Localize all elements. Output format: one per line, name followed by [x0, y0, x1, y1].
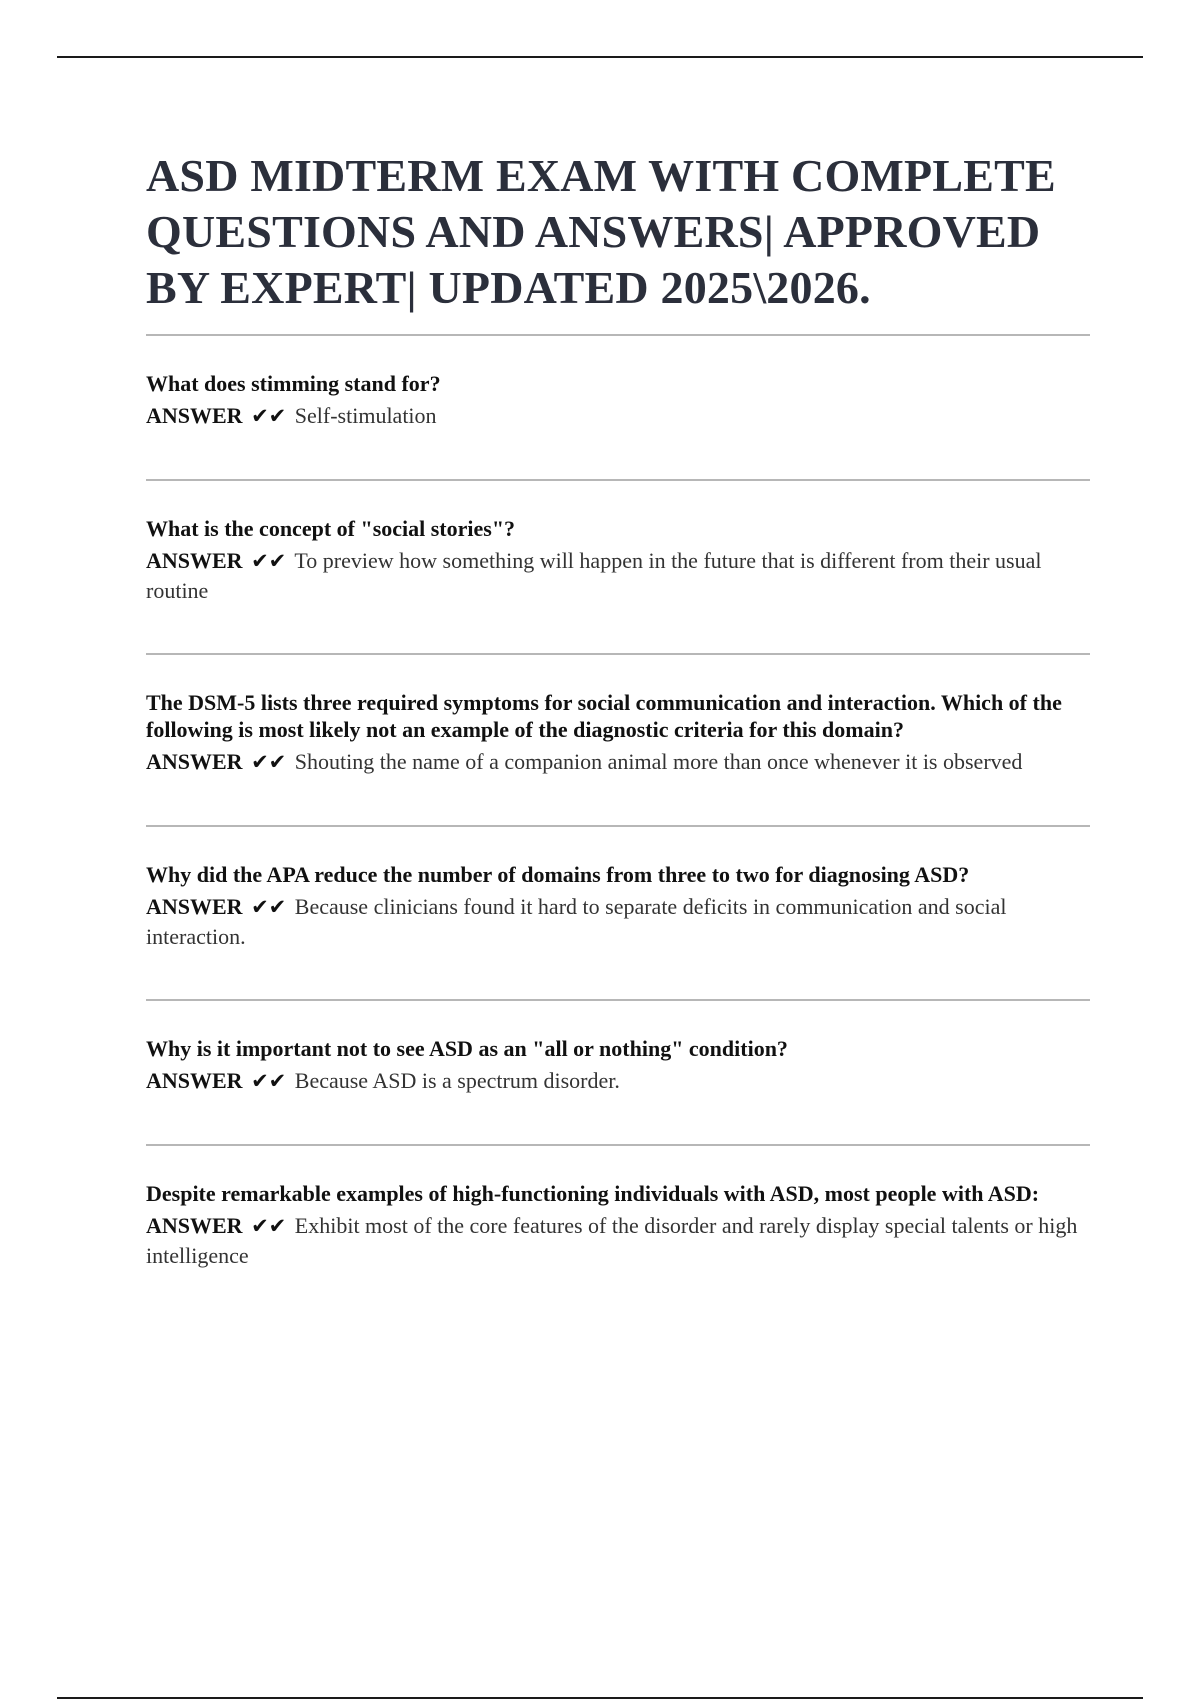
document-body: [146, 148, 1090, 1318]
answer-label: ANSWER: [146, 894, 243, 919]
answer-text: Because clinicians found it hard to separate deficits in communication and social interaction.: [146, 894, 1007, 949]
answer-block: [146, 1211, 1090, 1270]
question-text: Why did the APA reduce the number of domains from three to two for diagnosing ASD?: [146, 862, 970, 887]
qa-item: [146, 481, 1090, 655]
question-text: Despite remarkable examples of high-functioning individuals with ASD, most people with ASD:: [146, 1181, 1040, 1206]
answer-label: ANSWER: [146, 548, 243, 573]
qa-item: [146, 336, 1090, 481]
answer-label: ANSWER: [146, 1213, 243, 1238]
answer-block: [146, 1066, 1090, 1096]
double-check-icon: ✔✔: [251, 549, 287, 573]
qa-item: [146, 827, 1090, 1001]
question-text: The DSM-5 lists three required symptoms for social communication and interaction. Which of the following is most likely not an example of the diagnostic criteria for this domain?: [146, 690, 1062, 742]
answer-text: Self-stimulation: [294, 403, 437, 428]
double-check-icon: ✔✔: [251, 895, 287, 919]
double-check-icon: ✔✔: [251, 1214, 287, 1238]
answer-block: [146, 401, 1090, 431]
answer-block: [146, 546, 1090, 605]
question-text: What is the concept of "social stories"?: [146, 516, 516, 541]
page-bottom-rule: [57, 1697, 1143, 1699]
double-check-icon: ✔✔: [251, 1069, 287, 1093]
page-top-rule: [57, 56, 1143, 58]
double-check-icon: ✔✔: [251, 404, 287, 428]
qa-list: [146, 336, 1090, 1318]
question-text: What does stimming stand for?: [146, 371, 441, 396]
question-text: Why is it important not to see ASD as an "all or nothing" condition?: [146, 1036, 788, 1061]
answer-block: [146, 892, 1090, 951]
answer-label: ANSWER: [146, 749, 243, 774]
qa-item: [146, 655, 1090, 827]
answer-text: Exhibit most of the core features of the disorder and rarely display special talents or high intelligence: [146, 1213, 1078, 1268]
answer-label: ANSWER: [146, 403, 243, 428]
qa-item: [146, 1001, 1090, 1146]
answer-text: To preview how something will happen in the future that is different from their usual routine: [146, 548, 1042, 603]
double-check-icon: ✔✔: [251, 750, 287, 774]
answer-text: Shouting the name of a companion animal more than once whenever it is observed: [294, 749, 1023, 774]
answer-text: Because ASD is a spectrum disorder.: [294, 1068, 620, 1093]
answer-label: ANSWER: [146, 1068, 243, 1093]
qa-item: [146, 1146, 1090, 1318]
document-title: ASD MIDTERM EXAM WITH COMPLETE QUESTIONS AND ANSWERS| APPROVED BY EXPERT| UPDATED 2025\2026.: [146, 150, 1056, 313]
answer-block: [146, 747, 1090, 777]
